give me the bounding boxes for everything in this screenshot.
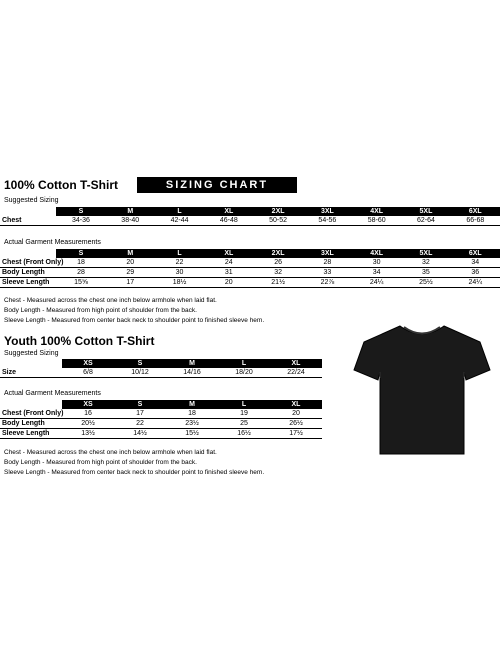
row-label: Body Length [0,419,62,429]
size-header: 2XL [253,249,302,258]
size-header: L [155,207,204,216]
table-cell: 29 [106,268,155,278]
youth-actual-label: Actual Garment Measurements [4,390,101,397]
size-header: 2XL [253,207,302,216]
row-label: Sleeve Length [0,429,62,439]
table-cell: 28 [56,268,105,278]
table-cell: 6/8 [62,368,114,378]
table-cell: 22 [114,419,166,429]
size-header: 3XL [303,249,352,258]
table-cell: 10/12 [114,368,166,378]
size-header: XL [270,359,322,368]
table-cell: 38-40 [106,216,155,226]
youth-actual-header-row [0,400,322,409]
table-cell: 20 [204,278,253,288]
table-row [0,368,322,378]
table-cell: 35 [401,268,450,278]
table-cell: 20 [106,258,155,268]
table-cell: 26½ [270,419,322,429]
table-cell: 18½ [155,278,204,288]
table-cell: 50-52 [253,216,302,226]
size-header: 6XL [451,207,500,216]
table-cell: 30 [155,268,204,278]
table-cell: 25½ [401,278,450,288]
youth-notes [4,448,264,478]
table-cell: 18/20 [218,368,270,378]
table-row [0,409,322,419]
size-header: XL [270,400,322,409]
table-cell: 26 [253,258,302,268]
table-cell: 22 [155,258,204,268]
tshirt-icon [352,320,492,460]
row-label: Chest [0,216,56,226]
row-label: Size [0,368,62,378]
adult-size-header-row [0,207,500,216]
table-cell: 14/16 [166,368,218,378]
youth-title: Youth 100% Cotton T-Shirt [4,334,155,348]
table-row [0,258,500,268]
adult-title: 100% Cotton T-Shirt [4,178,119,192]
table-cell: 24¼ [451,278,500,288]
table-cell: 34 [352,268,401,278]
table-row [0,268,500,278]
table-cell: 66-68 [451,216,500,226]
size-header: M [106,249,155,258]
table-cell: 25 [218,419,270,429]
size-header: M [106,207,155,216]
table-cell: 23½ [166,419,218,429]
note-chest: Chest - Measured across the chest one inch below armhole when laid flat. [4,297,217,304]
table-cell: 17 [114,409,166,419]
size-header: S [56,249,105,258]
youth-size-header-row [0,359,322,368]
table-row [0,419,322,429]
size-header: 5XL [401,249,450,258]
size-header: XL [204,207,253,216]
table-row [0,216,500,226]
sizing-chart-banner: SIZING CHART [137,177,297,193]
table-row [0,278,500,288]
table-cell: 31 [204,268,253,278]
youth-suggested-table [0,359,322,378]
youth-actual-table [0,400,322,439]
table-cell: 17½ [270,429,322,439]
table-cell: 34 [451,258,500,268]
size-header: S [56,207,105,216]
table-cell: 21½ [253,278,302,288]
table-cell: 20½ [62,419,114,429]
adult-actual-header-row [0,249,500,258]
adult-suggested-label: Suggested Sizing [4,197,59,204]
size-header: XS [62,400,114,409]
note-body-length: Body Length - Measured from high point of shoulder from the back. [4,459,197,466]
adult-suggested-table [0,207,500,226]
size-header: S [114,359,166,368]
table-cell: 15½ [166,429,218,439]
table-cell: 30 [352,258,401,268]
table-cell: 33 [303,268,352,278]
size-header: L [155,249,204,258]
header-spacer [0,359,62,368]
note-chest: Chest - Measured across the chest one inch below armhole when laid flat. [4,449,217,456]
size-header: L [218,400,270,409]
table-cell: 28 [303,258,352,268]
size-header: 3XL [303,207,352,216]
adult-actual-label: Actual Garment Measurements [4,239,101,246]
youth-suggested-label: Suggested Sizing [4,350,59,357]
table-cell: 32 [401,258,450,268]
row-label: Sleeve Length [0,278,56,288]
table-cell: 58-60 [352,216,401,226]
size-header: L [218,359,270,368]
table-cell: 17 [106,278,155,288]
size-header: XL [204,249,253,258]
table-cell: 32 [253,268,302,278]
table-cell: 16½ [218,429,270,439]
adult-actual-table [0,249,500,288]
table-cell: 42-44 [155,216,204,226]
table-cell: 62-64 [401,216,450,226]
size-header: XS [62,359,114,368]
note-sleeve-length: Sleeve Length - Measured from center back neck to shoulder point to finished sleeve hem. [4,317,265,324]
note-body-length: Body Length - Measured from high point of shoulder from the back. [4,307,197,314]
row-label: Body Length [0,268,56,278]
table-cell: 13½ [62,429,114,439]
table-cell: 24¼ [352,278,401,288]
header-spacer [0,249,56,258]
size-header: 5XL [401,207,450,216]
table-cell: 19 [218,409,270,419]
size-header: S [114,400,166,409]
table-cell: 20 [270,409,322,419]
table-cell: 54-56 [303,216,352,226]
table-row [0,429,322,439]
row-label: Chest (Front Only) [2,259,64,266]
table-cell: 16 [62,409,114,419]
table-cell: 15⅝ [56,278,105,288]
header-spacer [0,207,56,216]
table-cell: 18 [56,258,105,268]
size-header: 6XL [451,249,500,258]
table-cell: 22/24 [270,368,322,378]
table-cell: 14½ [114,429,166,439]
header-spacer [0,400,62,409]
table-cell: 46-48 [204,216,253,226]
adult-notes [4,296,264,326]
note-sleeve-length: Sleeve Length - Measured from center back neck to shoulder point to finished sleeve hem. [4,469,265,476]
size-header: 4XL [352,249,401,258]
table-cell: 22⅞ [303,278,352,288]
table-cell: 24 [204,258,253,268]
table-cell: 18 [166,409,218,419]
table-cell: 36 [451,268,500,278]
table-cell: 34-36 [56,216,105,226]
row-label: Chest (Front Only) [2,410,64,417]
size-header: 4XL [352,207,401,216]
size-header: M [166,359,218,368]
size-header: M [166,400,218,409]
